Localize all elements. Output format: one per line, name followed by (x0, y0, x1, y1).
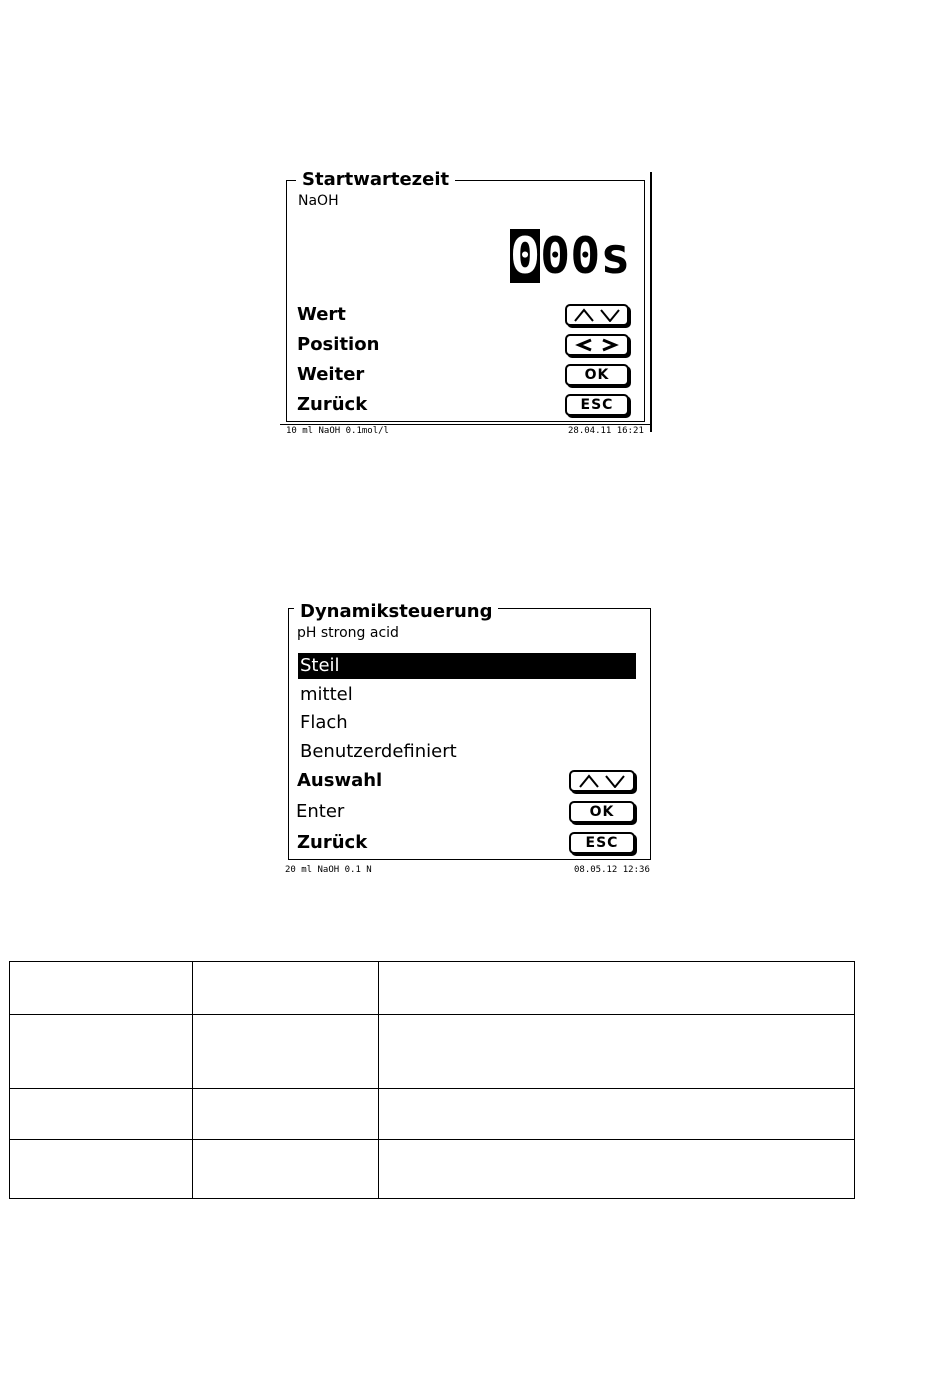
table-row (10, 1015, 855, 1089)
table-cell (193, 1140, 379, 1199)
table-cell (193, 1015, 379, 1089)
esc-key[interactable]: ESC (565, 394, 629, 416)
table-row (10, 1089, 855, 1140)
screen-title: Startwartezeit (296, 170, 455, 190)
screen-right-edge (650, 172, 652, 432)
cursor-digit: 0 (510, 227, 541, 285)
esc-key[interactable]: ESC (569, 832, 635, 854)
ok-key[interactable]: OK (569, 801, 635, 823)
position-label: Position (297, 334, 380, 355)
up-down-key[interactable] (565, 304, 629, 326)
start-wait-time-value[interactable] (510, 229, 630, 283)
list-item-benutzerdefiniert[interactable]: Benutzerdefiniert (300, 741, 457, 762)
document-table (9, 961, 855, 1199)
table-cell (193, 962, 379, 1015)
zurueck-label: Zurück (297, 832, 368, 853)
table-cell (379, 1140, 855, 1199)
left-right-arrows-icon (571, 338, 623, 352)
dynamiksteuerung-screen (282, 600, 654, 880)
up-down-arrows-icon (575, 774, 629, 788)
wert-label: Wert (297, 304, 346, 325)
up-down-arrows-icon (571, 308, 623, 322)
up-down-key[interactable] (569, 770, 635, 792)
ok-key[interactable]: OK (565, 364, 629, 386)
status-left: 10 ml NaOH 0.1mol/l (286, 426, 389, 436)
table-cell (379, 962, 855, 1015)
table-row (10, 1140, 855, 1199)
startwartezeit-screen (280, 168, 654, 440)
table-row (10, 962, 855, 1015)
enter-label: Enter (296, 801, 345, 822)
list-item-mittel[interactable]: mittel (300, 684, 353, 705)
table-cell (379, 1089, 855, 1140)
screen-title: Dynamiksteuerung (294, 602, 498, 622)
table-cell (10, 962, 193, 1015)
list-item-steil[interactable]: Steil (298, 653, 636, 679)
value-rest: 00s (540, 227, 631, 285)
left-right-key[interactable] (565, 334, 629, 356)
table-cell (193, 1089, 379, 1140)
status-right: 08.05.12 12:36 (574, 865, 650, 875)
status-divider (280, 424, 652, 425)
list-item-flach[interactable]: Flach (300, 712, 348, 733)
method-name: pH strong acid (297, 625, 399, 641)
auswahl-label: Auswahl (297, 770, 383, 791)
method-name: NaOH (298, 193, 339, 209)
weiter-label: Weiter (297, 364, 365, 385)
table-cell (10, 1140, 193, 1199)
zurueck-label: Zurück (297, 394, 368, 415)
table-cell (10, 1089, 193, 1140)
table-cell (379, 1015, 855, 1089)
table-cell (10, 1015, 193, 1089)
status-left: 20 ml NaOH 0.1 N (285, 865, 372, 875)
status-right: 28.04.11 16:21 (568, 426, 644, 436)
